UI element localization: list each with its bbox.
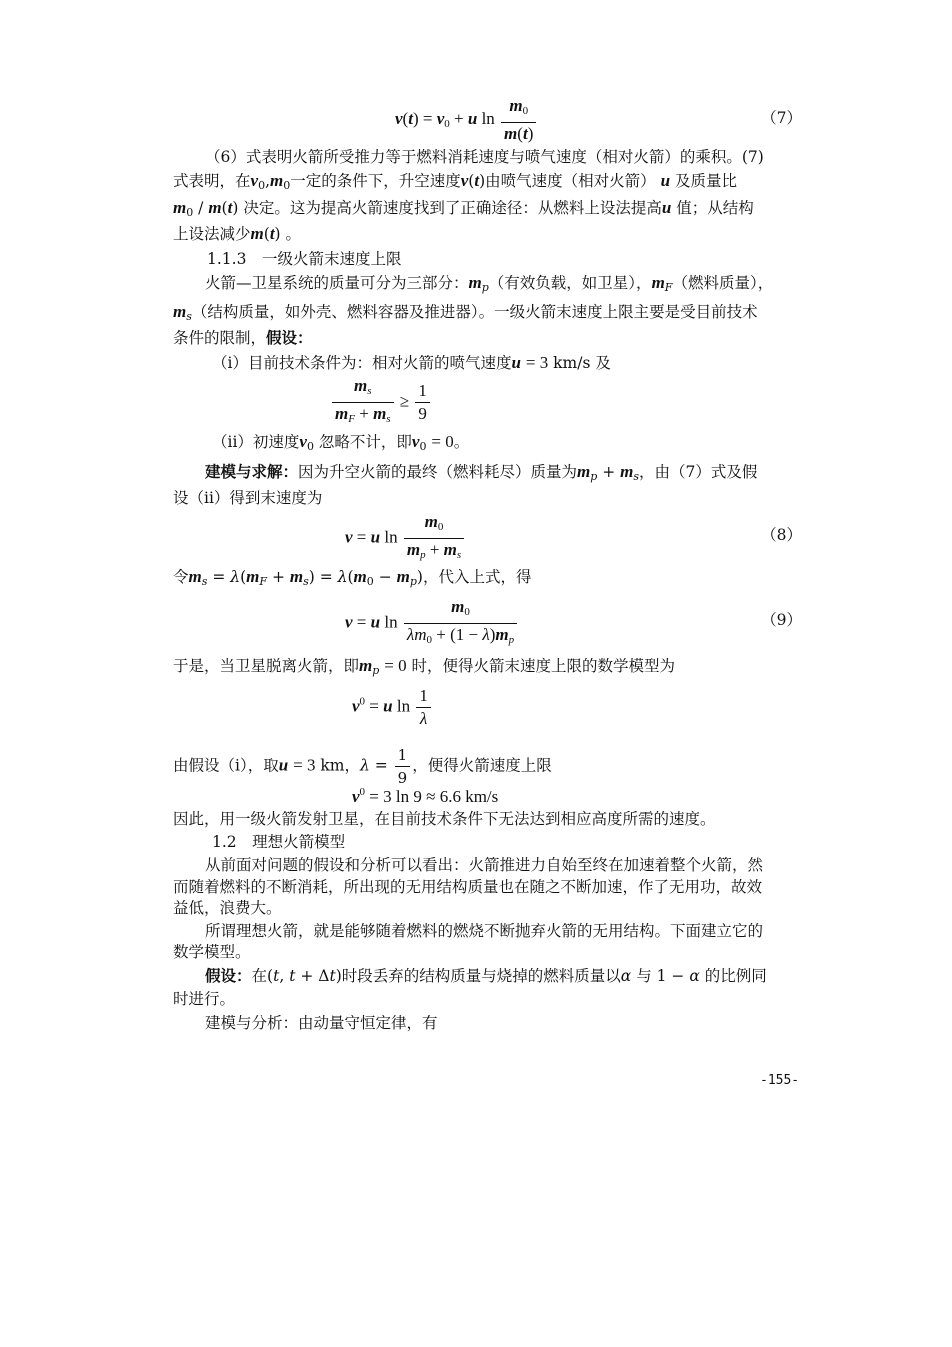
paragraph-line: 建模与分析：由动量守恒定律，有	[205, 1014, 438, 1032]
paragraph-line: $m_0 / m(t)$ 决定。这为提高火箭速度找到了正确途径：从燃料上设法提高u 值；从结构	[173, 198, 754, 219]
section-heading-1-1-3: 1.1.3 一级火箭末速度上限	[207, 250, 402, 268]
equation-v0-value: $v^0 = 3$ ln 9 ≈ 6.6 km/s	[352, 786, 499, 806]
paragraph-line: 式表明，在$v_0,m_0$一定的条件下，升空速度v(t)由喷气速度（相对火箭） u 及质量比	[173, 171, 738, 192]
paragraph-line: 建模与求解：因为升空火箭的最终（燃料耗尽）质量为$m_p + m_s$，由（7）式及假	[205, 462, 758, 483]
paragraph-line: 由假设（i），取u = 3 km，λ = $\frac{1}{9}$ ，便得火箭速度上限	[173, 746, 552, 787]
equation-number-8: （8）	[761, 526, 802, 544]
paragraph-line: 条件的限制，假设：	[173, 328, 313, 347]
equation-9: v = u ln $\frac{m_0}{\lambda m_0 + (1 - \lambda)m_p}$	[345, 597, 519, 650]
paragraph-line: 因此，用一级火箭发射卫星，在目前技术条件下无法达到相应高度所需的速度。	[173, 810, 716, 828]
paragraph-line: 设（ii）得到末速度为	[173, 489, 323, 507]
paragraph-line: 上设法减少m(t) 。	[173, 224, 302, 243]
assumption-ii: （ii）初速度$v_0$ 忽略不计，即$v_0 = 0$。	[212, 432, 470, 453]
paragraph-line: 时进行。	[173, 990, 236, 1008]
paragraph-line: 所谓理想火箭，就是能够随着燃料的燃烧不断抛弃火箭的无用结构。下面建立它的	[205, 922, 764, 940]
paragraph-line: 假设：在(t, t + Δt)时段丢弃的结构质量与烧掉的燃料质量以α 与 1 − α 的比例同	[205, 966, 767, 985]
paragraph-line: 令$m_s = \lambda(m_F + m_s) = \lambda(m_0 - m_p)$，代入上式，得	[173, 567, 532, 588]
inequality-ms-ratio: $\frac{m_s}{m_F + m_s}$ ≥ $\frac{1}{9}$	[330, 376, 432, 429]
section-heading-1-2: 1.2 理想火箭模型	[212, 833, 346, 851]
paragraph-line: 火箭—卫星系统的质量可分为三部分：$m_p$（有效负载，如卫星），$m_F$（燃料质量），	[205, 273, 774, 294]
paragraph-line: $m_s$（结构质量，如外壳、燃料容器及推进器）。一级火箭末速度上限主要是受目前技术	[173, 302, 758, 323]
equation-8: v = u ln $\frac{m_0}{m_p + m_s}$	[345, 512, 466, 565]
paragraph-line: 从前面对问题的假设和分析可以看出：火箭推进力自始至终在加速着整个火箭，然	[205, 856, 764, 874]
equation-v0-upper-limit: $v^0 = u$ ln $\frac{1}{\lambda}$	[352, 686, 433, 729]
equation-7: $v(t) = v_0 + u$ ln $\frac{m_0}{m(t)}$	[395, 96, 538, 144]
paragraph-line: （6）式表明火箭所受推力等于燃料消耗速度与喷气速度（相对火箭）的乘积。(7)	[205, 148, 764, 166]
assumption-i: （i）目前技术条件为：相对火箭的喷气速度u = 3 km/s 及	[212, 353, 611, 372]
paragraph-line: 益低，浪费大。	[173, 899, 282, 917]
equation-number-9: （9）	[761, 611, 802, 629]
paragraph-line: 于是，当卫星脱离火箭，即$m_p = 0$ 时，便得火箭末速度上限的数学模型为	[173, 656, 676, 677]
paragraph-line: 而随着燃料的不断消耗，所出现的无用结构质量也在随之不断加速，作了无用功，故效	[173, 878, 763, 896]
equation-number-7: （7）	[761, 109, 802, 127]
paragraph-line: 数学模型。	[173, 943, 251, 961]
page-number: -155-	[760, 1073, 800, 1088]
